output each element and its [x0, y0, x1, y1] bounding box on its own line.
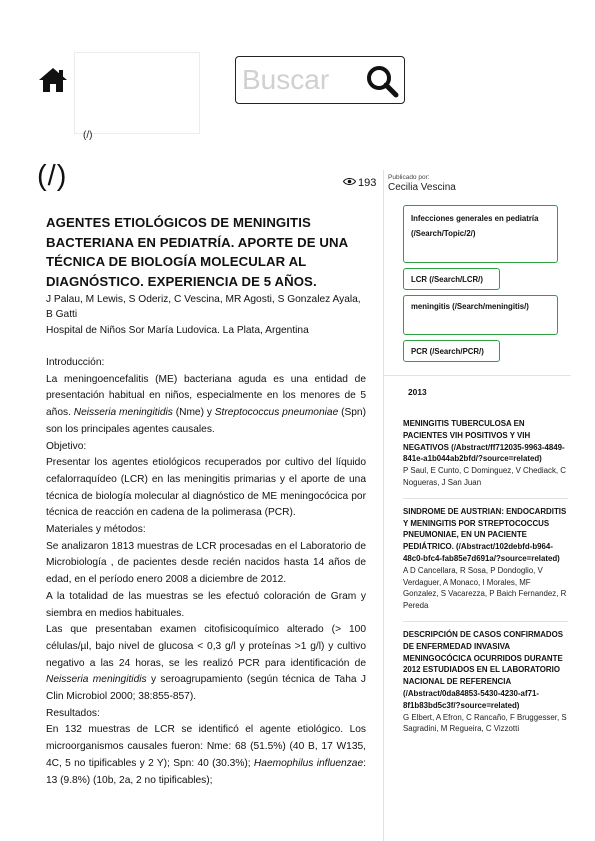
intro-heading: Introducción: — [46, 357, 105, 368]
view-count-value: 193 — [358, 177, 377, 189]
article-authors: J Palau, M Lewis, S Oderiz, C Vescina, MR Agosti, S Gonzalez Ayala, B Gatti — [46, 294, 361, 320]
search-box — [235, 56, 405, 104]
tag-link[interactable]: PCR (/Search/PCR/) — [403, 340, 500, 362]
search-input[interactable] — [242, 63, 360, 97]
related-list — [403, 418, 568, 744]
related-title-link[interactable]: MENINGITIS TUBERCULOSA EN PACIENTES VIH POSITIVOS Y VIH NEGATIVOS (/Abstract/ff712035-9963-4849-841e-a1b044ab2bfd/?source=related) — [403, 419, 565, 464]
related-item — [403, 498, 568, 612]
column-divider — [383, 170, 384, 841]
related-item — [403, 418, 568, 489]
related-title-link[interactable]: DESCRIPCIÓN DE CASOS CONFIRMADOS DE ENFERMEDAD INVASIVA MENINGOCÓCICA OCURRIDOS DURANTE 2012 ESTUDIADOS EN EL LABORATORIO NACIONAL DE REFERENCIA (/Abstract/0da84853-5430-4230-af71-8f1b83bd5c3f/?source=related) — [403, 629, 564, 710]
methods-paragraph-2: A la totalidad de las muestras se les efectuó coloración de Gram y siembra en medios habituales. — [46, 590, 366, 619]
objective-heading: Objetivo: — [46, 440, 87, 452]
article-affiliation: Hospital de Niños Sor María Ludovica. La Plata, Argentina — [46, 325, 309, 336]
back-link[interactable]: (/) — [37, 160, 68, 192]
results-paragraph: En 132 muestras de LCR se identificó el agente etiológico. Los microorganismos causales fueron: Nme: 68 (51.5%) (40 B, 17 W135, 4C, 5 no tipificables y 2 Y); Spn: 40 (30.3%); Haemophilus influenzae: 13 (9.8%) (10b, 2a, 2 no tipificables); — [46, 724, 366, 786]
home-icon[interactable] — [38, 67, 68, 93]
sidebar-divider — [384, 375, 571, 376]
related-item — [403, 621, 568, 735]
methods-heading: Materiales y métodos: — [46, 524, 146, 536]
methods-paragraph-1: Se analizaron 1813 muestras de LCR procesadas en el Laboratorio de Microbiología , de pacientes desde recién nacidos hasta 14 años de edad, en el período enero 2008 a diciembre de 2012. — [46, 540, 366, 586]
methods-paragraph-3: Las que presentaban examen citofisicoquímico alterado (> 100 células/µl, bajo nivel de glucosa < 0,3 g/l y proteínas >1 g/l) y cultivo negativo a las 24 horas, se les realizó PCR para identificación de Neisseria meningitidis y seroagrupamiento (según técnica de Taha J Clin Microbiol 2000; 38:855-857). — [46, 624, 366, 703]
article — [46, 213, 366, 789]
tag-link[interactable]: Infecciones generales en pediatría (/Search/Topic/2/) — [403, 205, 558, 263]
view-count — [343, 177, 376, 189]
logo-image[interactable] — [74, 52, 200, 134]
year-heading: 2013 — [408, 387, 427, 397]
tag-link[interactable]: meningitis (/Search/meningitis/) — [403, 295, 558, 335]
publisher-name[interactable]: Cecilia Vescina — [388, 182, 456, 193]
related-authors: G Elbert, A Efron, C Rancaño, F Bruggesser, S Sagradini, M Regueira, C Vizzotti — [403, 712, 567, 734]
intro-paragraph: La meningoencefalitis (ME) bacteriana aguda es una entidad de presentación habitual en niños, especialmente en los menores de 5 años. Neisseria meningitidis (Nme) y Streptococcus pneumoniae (Spn) son los principales agentes causales. — [46, 373, 366, 435]
published-by-label: Publicado por: — [388, 174, 430, 181]
related-authors: A D Cancellara, R Sosa, P Dondoglio, V Verdaguer, A Monaco, I Morales, MF Gonzalez, S Vacarezza, P Baich Fernandez, R Pereda — [403, 565, 567, 611]
tag-list — [403, 205, 558, 367]
article-body — [46, 355, 366, 789]
article-title: AGENTES ETIOLÓGICOS DE MENINGITIS BACTERIANA EN PEDIATRÍA. APORTE DE UNA TÉCNICA DE BIOLOGÍA MOLECULAR AL DIAGNÓSTICO. EXPERIENCIA DE 5 AÑOS. — [46, 215, 348, 289]
related-authors: P Saul, E Cunto, C Dominguez, V Chediack, C Nogueras, J San Juan — [403, 466, 567, 487]
objective-paragraph: Presentar los agentes etiológicos recuperados por cultivo del líquido cefalorraquídeo (LCR) en las meningitis primarias y el aporte de una técnica de biología molecular al diagnóstico de ME meningocócica por técnica de reacción en cadena de la polimerasa (PCR). — [46, 457, 366, 519]
related-title-link[interactable]: SINDROME DE AUSTRIAN: ENDOCARDITIS Y MENINGITIS POR STREPTOCOCCUS PNEUMONIAE, EN UN PACIENTE PEDIÁTRICO. (/Abstract/102debfd-b964-48c0-bfc4-fab85e7d691a/?source=related) — [403, 506, 567, 563]
eye-icon — [343, 177, 356, 189]
tag-link[interactable]: LCR (/Search/LCR/) — [403, 268, 500, 290]
results-heading: Resultados: — [46, 707, 100, 719]
search-icon[interactable] — [364, 63, 400, 99]
logo-link[interactable]: (/) — [83, 130, 93, 141]
